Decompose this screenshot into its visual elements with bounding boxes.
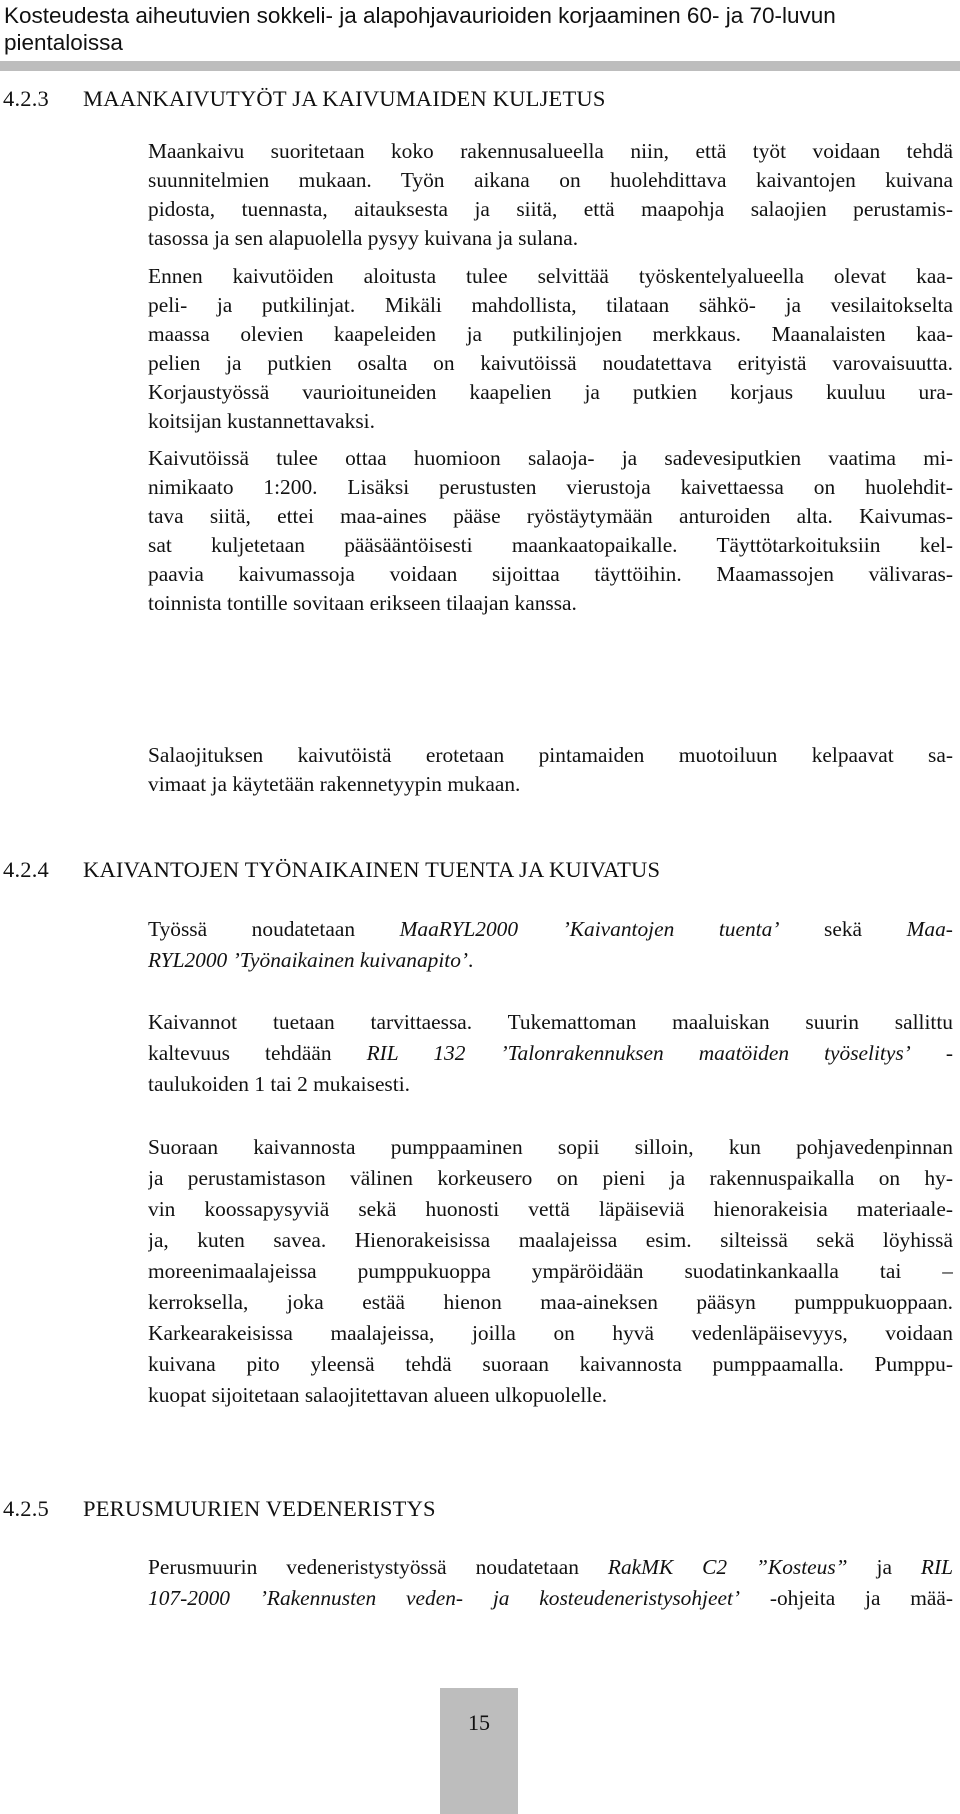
section-title: PERUSMUURIEN VEDENERISTYS [83, 1496, 436, 1521]
paragraph [148, 1007, 953, 1100]
text-run: . [468, 948, 474, 972]
text-line: Salaojituksen kaivutöistä erotetaan pintamaiden muotoiluun kelpaavat sa- [148, 743, 953, 767]
header-title-line-1: Kosteudesta aiheutuvien sokkeli- ja alapohjavaurioiden korjaaminen 60- ja 70-luvun [4, 3, 836, 28]
section-title: KAIVANTOJEN TYÖNAIKAINEN TUENTA JA KUIVATUS [83, 857, 661, 882]
text-line: pidosta, tuennasta, aitauksesta ja siitä, että maapohja salaojien perustamis- [148, 197, 953, 221]
section-number: 4.2.3 [3, 86, 49, 111]
text-line: Kaivutöissä tulee ottaa huomioon salaoja- ja sadevesiputkien vaatima mi- [148, 446, 953, 470]
reference-title: RakMK C2 ”Kosteus” [607, 1555, 848, 1579]
reference-title: Maa- [906, 917, 953, 941]
text-run: - [945, 1041, 953, 1065]
section-number: 4.2.4 [3, 857, 49, 882]
text-line: tava siitä, ettei maa-aines pääse ryöstäytymään anturoiden alta. Kaivumas- [148, 504, 953, 528]
page-number: 15 [468, 1710, 490, 1735]
text-line: Ennen kaivutöiden aloitusta tulee selvittää työskentelyalueella olevat kaa- [148, 264, 953, 288]
reference-title: RYL2000 ’Työnaikainen kuivanapito’ [148, 948, 469, 972]
text-line: kerroksella, joka estää hienon maa-aineksen pääsyn pumppukuoppaan. [148, 1290, 953, 1314]
text-line: koitsijan kustannettavaksi. [148, 409, 375, 433]
text-line [148, 914, 953, 945]
header-title-line-2: pientaloissa [4, 30, 123, 55]
text-run: Työssä [148, 917, 208, 941]
reference-title: ’Kaivantojen [562, 917, 675, 941]
text-line: vimaat ja käytetään rakennetyypin mukaan. [148, 772, 521, 796]
paragraph [148, 262, 953, 436]
text-run: ja [876, 1555, 892, 1579]
text-line: moreenimaalajeissa pumppukuoppa ympäröidään suodatinkankaalla tai – [148, 1259, 953, 1283]
paragraph [148, 741, 953, 799]
text-line: toinnista tontille sovitaan erikseen tilaajan kanssa. [148, 591, 577, 615]
text-line: Maankaivu suoritetaan koko rakennusalueella niin, että työt voidaan tehdä [148, 139, 953, 163]
text-run: noudatetaan [251, 917, 356, 941]
section-number: 4.2.5 [3, 1496, 49, 1521]
reference-title: tuenta’ [718, 917, 780, 941]
text-line: Kaivannot tuetaan tarvittaessa. Tukemattoman maaluiskan suurin sallittu [148, 1010, 953, 1034]
text-line: nimikaato 1:200. Lisäksi perustusten vierustoja kaivettaessa on huolehdit- [148, 475, 953, 499]
text-line: tasossa ja sen alapuolella pysyy kuivana ja sulana. [148, 226, 579, 250]
paragraph [148, 137, 953, 253]
text-line: taulukoiden 1 tai 2 mukaisesti. [148, 1072, 410, 1096]
text-line [148, 1038, 953, 1069]
text-line: ja, kuten savea. Hienorakeisissa maalajeissa esim. silteissä sekä löyhissä [148, 1228, 953, 1252]
text-line: Karkearakeisissa maalajeissa, joilla on hyvä vedenläpäisevyys, voidaan [148, 1321, 953, 1345]
text-line: kuivana pito yleensä tehdä suoraan kaivannosta pumppaamalla. Pumppu- [148, 1352, 953, 1376]
text-run: Perusmuurin vedeneristystyössä noudatetaan [148, 1555, 579, 1579]
text-run: sekä [824, 917, 863, 941]
reference-title: 107-2000 ’Rakennusten veden- ja kosteudeneristysohjeet’ [148, 1586, 741, 1610]
paragraph [148, 1552, 953, 1614]
reference-title: RIL [920, 1555, 953, 1579]
text-line: kuopat sijoitetaan salaojitettavan alueen ulkopuolelle. [148, 1383, 608, 1407]
text-line: maassa olevien kaapeleiden ja putkilinjojen merkkaus. Maanalaisten kaa- [148, 322, 953, 346]
reference-title: RIL 132 ’Talonrakennuksen maatöiden työselitys’ [366, 1041, 911, 1065]
text-line: Suoraan kaivannosta pumppaaminen sopii silloin, kun pohjavedenpinnan [148, 1135, 953, 1159]
page-number-box [440, 1688, 518, 1814]
text-line: suunnitelmien mukaan. Työn aikana on huolehdittava kaivantojen kuivana [148, 168, 953, 192]
section-heading-4-2-5 [3, 1494, 436, 1524]
text-run: kaltevuus tehdään [148, 1041, 332, 1065]
text-line [148, 1552, 953, 1583]
text-line: vin koossapysyviä sekä huonosti vettä läpäiseviä hienorakeisia materiaale- [148, 1197, 953, 1221]
text-line: peli- ja putkilinjat. Mikäli mahdollista, tilataan sähkö- ja vesilaitokselta [148, 293, 953, 317]
text-line: ja perustamistason välinen korkeusero on pieni ja rakennuspaikalla on hy- [148, 1166, 953, 1190]
section-title: MAANKAIVUTYÖT JA KAIVUMAIDEN KULJETUS [83, 86, 606, 111]
text-line [148, 1583, 953, 1614]
paragraph [148, 914, 953, 976]
paragraph [148, 444, 953, 618]
text-line: paavia kaivumassoja voidaan sijoittaa täyttöihin. Maamassojen välivaras- [148, 562, 953, 586]
text-line: Korjaustyössä vaurioituneiden kaapelien ja putkien korjaus kuuluu ura- [148, 380, 953, 404]
reference-title: MaaRYL2000 [399, 917, 519, 941]
text-run: -ohjeita ja mää- [769, 1586, 953, 1610]
section-heading-4-2-4 [3, 855, 660, 885]
header-divider [0, 61, 960, 71]
paragraph [148, 1132, 953, 1411]
text-line [148, 945, 953, 976]
text-line: pelien ja putkien osalta on kaivutöissä noudatettava erityistä varovaisuutta. [148, 351, 953, 375]
section-heading-4-2-3 [3, 84, 606, 114]
text-line: sat kuljetetaan pääsääntöisesti maankaatopaikalle. Täyttötarkoituksiin kel- [148, 533, 953, 557]
